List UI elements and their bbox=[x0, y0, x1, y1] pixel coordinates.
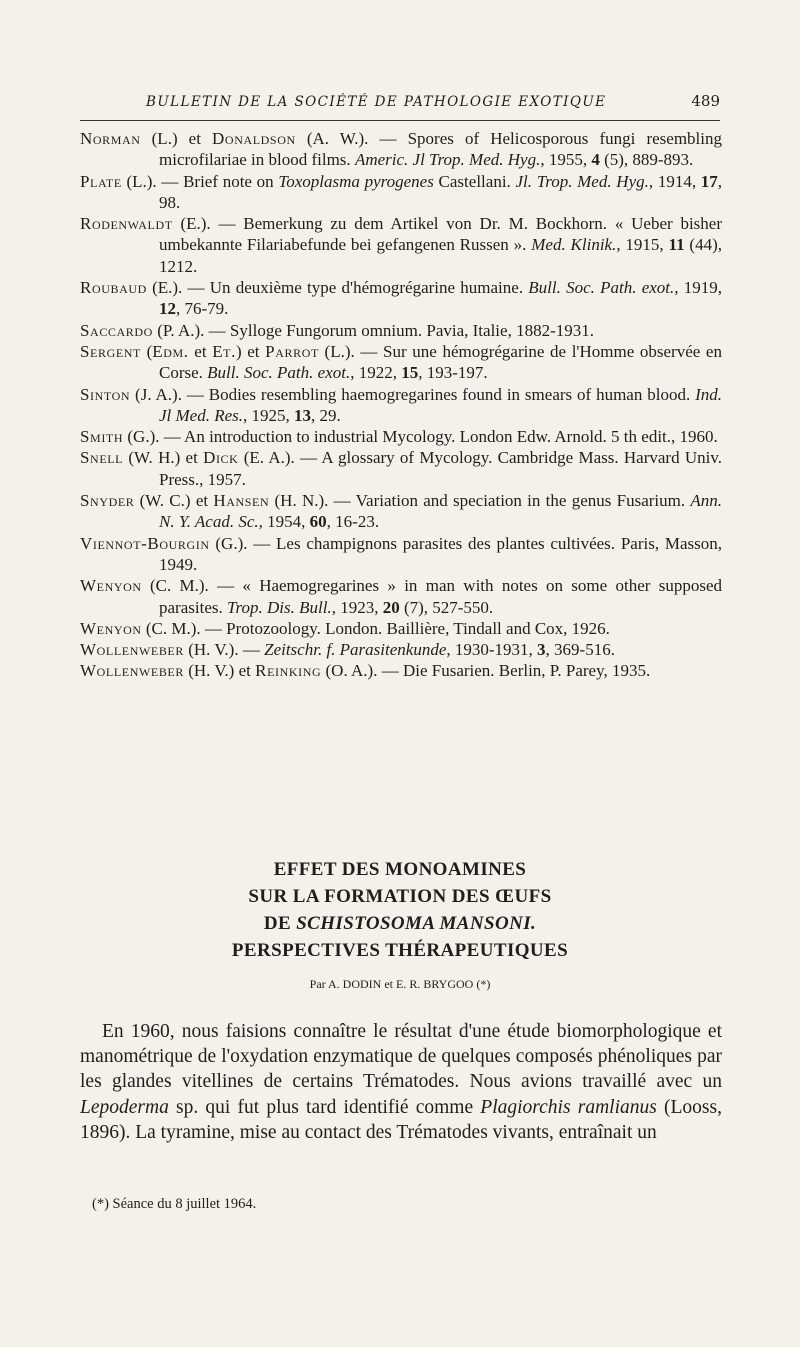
reference-text: , 1954, bbox=[258, 512, 310, 532]
author-name: Hansen bbox=[213, 491, 270, 511]
author-initials: ) et bbox=[235, 341, 266, 361]
reference-text: , 98. bbox=[159, 171, 723, 212]
reference-entry bbox=[80, 128, 722, 171]
reference-text: « Haemogregarines » in man with notes on some other supposed parasites. bbox=[159, 576, 723, 617]
author-initials: ( bbox=[140, 341, 153, 361]
volume-number: 15 bbox=[401, 363, 419, 383]
journal-title: Med. Klinik. bbox=[531, 235, 617, 255]
reference-text: Un deuxième type d'hémogrégarine humaine. bbox=[209, 278, 529, 298]
reference-entry bbox=[80, 171, 722, 214]
author-initials: (E.). — bbox=[146, 278, 210, 298]
reference-text: Spores of Helicosporous fungi resembling microfilariae in blood films. bbox=[159, 129, 722, 170]
journal-title: Americ. Jl Trop. Med. Hyg. bbox=[354, 150, 541, 170]
title-line-4: PERSPECTIVES THÉRAPEUTIQUES bbox=[231, 940, 569, 961]
volume-number: 60 bbox=[309, 512, 327, 532]
reference-text: Protozoology. London. Baillière, Tindall and Cox, 1926. bbox=[226, 618, 610, 638]
reference-entry bbox=[80, 384, 722, 427]
volume-number: 13 bbox=[294, 405, 312, 425]
author-name: Snell bbox=[80, 448, 124, 468]
author-initials: (A. W.). — bbox=[295, 129, 408, 148]
author-name: Sinton bbox=[80, 384, 131, 404]
author-initials: (C. M.). — bbox=[141, 618, 227, 638]
page-number: 489 bbox=[691, 92, 720, 110]
reference-entry bbox=[80, 447, 722, 490]
volume-number: 17 bbox=[700, 171, 718, 191]
paragraph-text: En 1960, nous faisions connaître le résultat d'une étude biomorphologique et manométrique de l'oxydation enzymatique de quelques composés phénoliques par les glandes vitellines de certains Trématodes. Nous avions travaillé avec un bbox=[80, 1021, 722, 1093]
reference-text: , 16-23. bbox=[326, 512, 380, 532]
author-initials: (W. C.) et bbox=[134, 491, 214, 511]
journal-title: Ind. Jl Med. Res. bbox=[159, 384, 722, 425]
reference-entry bbox=[80, 575, 722, 618]
author-initials: (H. V.). — bbox=[183, 640, 265, 660]
running-header bbox=[80, 92, 720, 110]
reference-text: , 1955, bbox=[540, 150, 592, 170]
header-rule bbox=[80, 120, 720, 121]
journal-title: Bull. Soc. Path. exot. bbox=[528, 278, 675, 298]
paragraph-text: (Looss, 1896). La tyramine, mise au contact des Trématodes vivants, entraînait un bbox=[80, 1096, 722, 1143]
reference-text: , 193-197. bbox=[418, 363, 488, 383]
author-name: Parrot bbox=[265, 341, 319, 361]
reference-text: (44), 1212. bbox=[159, 235, 723, 276]
reference-entry bbox=[80, 341, 722, 384]
journal-title: Zeitschr. f. Parasitenkunde bbox=[264, 640, 447, 660]
author-name: Wollenweber bbox=[80, 640, 184, 660]
author-name: Donaldson bbox=[212, 129, 296, 148]
author-initials: (L.). — bbox=[121, 171, 184, 191]
reference-entry bbox=[80, 490, 722, 533]
body-paragraph bbox=[80, 1019, 722, 1145]
title-line-1: EFFET DES MONOAMINES bbox=[273, 859, 527, 880]
author-initials: (O. A.). — bbox=[321, 661, 403, 681]
author-initials: (E. A.). — bbox=[238, 448, 322, 468]
author-initials: (L.). — bbox=[318, 341, 384, 361]
author-initials: (J. A.). — bbox=[130, 384, 209, 404]
author-name: Smith bbox=[80, 427, 124, 447]
paragraph-text: sp. qui fut plus tard identifié comme bbox=[168, 1096, 481, 1118]
author-initials: (E.). — bbox=[172, 214, 244, 234]
author-name: Roubaud bbox=[80, 278, 147, 298]
author-initials: (H. N.). — bbox=[269, 491, 356, 511]
author-initials: (C. M.). — bbox=[141, 576, 243, 596]
journal-title: Ann. N. Y. Acad. Sc. bbox=[159, 491, 722, 532]
byline: Par A. DODIN et E. R. BRYGOO (*) bbox=[309, 977, 491, 991]
reference-text: Brief note on bbox=[183, 171, 279, 191]
author-name: Snyder bbox=[80, 491, 135, 511]
reference-entry bbox=[80, 660, 722, 681]
title-line-3-species: SCHISTOSOMA MANSONI. bbox=[296, 913, 537, 934]
title-line-2: SUR LA FORMATION DES ŒUFS bbox=[248, 886, 552, 907]
volume-number: 4 bbox=[591, 150, 600, 170]
author-name: Wollenweber bbox=[80, 661, 184, 681]
reference-text: , 1919, bbox=[674, 278, 722, 298]
author-name: Wenyon bbox=[80, 576, 142, 596]
reference-text: An introduction to industrial Mycology. London Edw. Arnold. 5 th edit., 1960. bbox=[184, 427, 718, 447]
reference-entry bbox=[80, 639, 722, 660]
reference-text: , 1922, bbox=[350, 363, 402, 383]
reference-entry bbox=[80, 618, 722, 639]
running-title: BULLETIN DE LA SOCIÉTÉ DE PATHOLOGIE EXOTIQUE bbox=[146, 94, 607, 110]
article-title bbox=[80, 856, 720, 964]
author-initials: (H. V.) et bbox=[183, 661, 256, 681]
reference-text: , 29. bbox=[311, 405, 341, 425]
reference-text: Castellani. bbox=[433, 171, 516, 191]
reference-entry bbox=[80, 426, 722, 447]
volume-number: 12 bbox=[159, 299, 176, 319]
author-name: Reinking bbox=[255, 661, 322, 681]
volume-number: 3 bbox=[537, 640, 546, 660]
author-initials: (W. H.) et bbox=[123, 448, 204, 468]
author-name: Plate bbox=[80, 171, 122, 191]
author-initials: (G.). — bbox=[123, 427, 185, 447]
author-name: Et. bbox=[212, 341, 236, 361]
reference-text: , 1915, bbox=[616, 235, 669, 255]
reference-entry bbox=[80, 533, 722, 576]
volume-number: 20 bbox=[382, 597, 400, 617]
journal-title: Trop. Dis. Bull. bbox=[226, 597, 332, 617]
author-name: Dick bbox=[203, 448, 239, 468]
reference-entry bbox=[80, 213, 722, 277]
author-name: Rodenwaldt bbox=[80, 214, 173, 234]
author-initials: (P. A.). — bbox=[152, 320, 230, 340]
author-name: Saccardo bbox=[80, 320, 153, 340]
reference-text: , 76-79. bbox=[176, 299, 229, 319]
reference-text: Sylloge Fungorum omnium. Pavia, Italie, 1882-1931. bbox=[229, 320, 594, 340]
journal-title: Jl. Trop. Med. Hyg. bbox=[515, 171, 649, 191]
reference-text: Les champignons parasites des plantes cultivées. Paris, Masson, 1949. bbox=[159, 533, 722, 574]
reference-text: Bemerkung zu dem Artikel von Dr. M. Bockhorn. « Ueber bisher umbekannte Filariabefunde bei gefangenen Russen ». bbox=[159, 214, 722, 255]
author-name: Norman bbox=[80, 129, 141, 148]
reference-entry bbox=[80, 277, 722, 320]
reference-text: Bodies resembling haemogregarines found in smears of human blood. bbox=[208, 384, 696, 404]
journal-title: Toxoplasma pyrogenes bbox=[278, 171, 434, 191]
author-name: Viennot-Bourgin bbox=[80, 533, 210, 553]
reference-text: , 1923, bbox=[331, 597, 383, 617]
reference-text: , 1914, bbox=[648, 171, 701, 191]
reference-text: Die Fusarien. Berlin, P. Parey, 1935. bbox=[402, 661, 651, 681]
species-name: Plagiorchis ramlianus bbox=[480, 1096, 657, 1118]
reference-text: (5), 889-893. bbox=[599, 150, 694, 170]
reference-text: Sur une hémogrégarine de l'Homme observée en Corse. bbox=[159, 341, 722, 383]
reference-entry bbox=[80, 320, 722, 341]
author-name: Edm. bbox=[152, 341, 189, 361]
reference-text: (7), 527-550. bbox=[399, 597, 494, 617]
author-name: Wenyon bbox=[80, 618, 142, 638]
author-initials: (G.). — bbox=[209, 533, 277, 553]
author-initials: (L.) et bbox=[140, 129, 213, 148]
title-line-3 bbox=[80, 910, 720, 937]
reference-text: , 369-516. bbox=[545, 640, 615, 660]
reference-text: A glossary of Mycology. Cambridge Mass. Harvard Univ. Press., 1957. bbox=[159, 448, 722, 489]
title-line-3-prefix: DE bbox=[263, 913, 297, 934]
author-name: Sergent bbox=[80, 341, 141, 361]
footnote: (*) Séance du 8 juillet 1964. bbox=[92, 1196, 257, 1212]
reference-text: , 1930-1931, bbox=[446, 640, 538, 660]
reference-text: , 1925, bbox=[243, 405, 295, 425]
journal-title: Bull. Soc. Path. exot. bbox=[207, 363, 351, 383]
species-name: Lepoderma bbox=[80, 1096, 169, 1118]
reference-text: Variation and speciation in the genus Fusarium. bbox=[355, 491, 691, 511]
reference-list bbox=[80, 128, 722, 682]
volume-number: 11 bbox=[668, 235, 685, 255]
author-initials: et bbox=[188, 341, 213, 361]
